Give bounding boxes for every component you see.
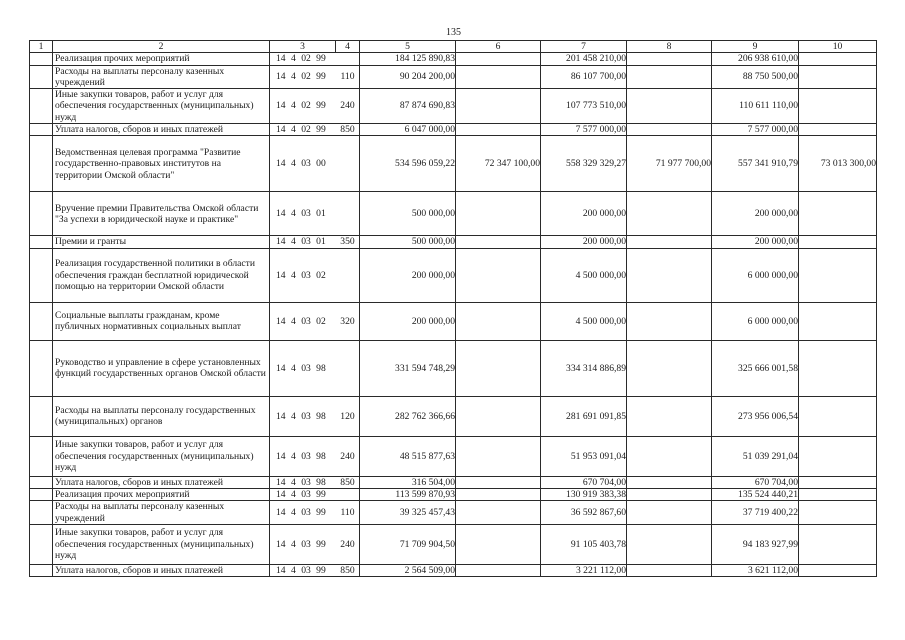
target-code-cell: 14 4 03 98: [270, 340, 336, 396]
budget-table-container: [29, 40, 877, 577]
amount-cell: [627, 476, 712, 488]
row-index-cell: [30, 248, 53, 302]
amount-cell: [799, 524, 877, 564]
header-cell: 10: [799, 41, 877, 53]
row-index-cell: [30, 302, 53, 340]
expense-type-cell: [336, 53, 360, 65]
amount-cell: [627, 436, 712, 476]
table-row: [30, 501, 877, 525]
item-name-cell: Реализация прочих мероприятий: [53, 53, 270, 65]
amount-cell: [627, 488, 712, 500]
amount-cell: [456, 564, 541, 576]
amount-cell: [456, 488, 541, 500]
amount-cell: [627, 524, 712, 564]
amount-cell: 135 524 440,21: [712, 488, 799, 500]
expense-type-cell: 320: [336, 302, 360, 340]
amount-cell: [456, 89, 541, 124]
amount-cell: [627, 53, 712, 65]
target-code-cell: 14 4 02 99: [270, 65, 336, 89]
target-code-cell: 14 4 03 98: [270, 476, 336, 488]
row-index-cell: [30, 192, 53, 236]
expense-type-cell: 240: [336, 89, 360, 124]
amount-cell: 534 596 059,22: [360, 136, 456, 192]
amount-cell: 7 577 000,00: [541, 124, 627, 136]
amount-cell: 273 956 006,54: [712, 396, 799, 436]
item-name-cell: Реализация прочих мероприятий: [53, 488, 270, 500]
target-code-cell: 14 4 03 01: [270, 236, 336, 248]
row-index-cell: [30, 236, 53, 248]
amount-cell: [627, 89, 712, 124]
amount-cell: [799, 396, 877, 436]
row-index-cell: [30, 564, 53, 576]
item-name-cell: Реализация государственной политики в области обеспечения граждан бесплатной юридической помощью на территории Омской области: [53, 248, 270, 302]
table-row: [30, 192, 877, 236]
amount-cell: [799, 488, 877, 500]
table-row: [30, 524, 877, 564]
amount-cell: 39 325 457,43: [360, 501, 456, 525]
amount-cell: [627, 302, 712, 340]
amount-cell: 48 515 877,63: [360, 436, 456, 476]
amount-cell: 316 504,00: [360, 476, 456, 488]
expense-type-cell: 850: [336, 124, 360, 136]
header-cell: 9: [712, 41, 799, 53]
amount-cell: 670 704,00: [712, 476, 799, 488]
item-name-cell: Расходы на выплаты персоналу казенных учреждений: [53, 65, 270, 89]
item-name-cell: Иные закупки товаров, работ и услуг для обеспечения государственных (муниципальных) нужд: [53, 89, 270, 124]
amount-cell: 558 329 329,27: [541, 136, 627, 192]
amount-cell: 3 221 112,00: [541, 564, 627, 576]
amount-cell: 94 183 927,99: [712, 524, 799, 564]
amount-cell: [627, 192, 712, 236]
amount-cell: 87 874 690,83: [360, 89, 456, 124]
amount-cell: [627, 564, 712, 576]
header-cell: 4: [336, 41, 360, 53]
amount-cell: 557 341 910,79: [712, 136, 799, 192]
amount-cell: 282 762 366,66: [360, 396, 456, 436]
amount-cell: 200 000,00: [360, 248, 456, 302]
amount-cell: [456, 302, 541, 340]
target-code-cell: 14 4 02 99: [270, 124, 336, 136]
amount-cell: 51 953 091,04: [541, 436, 627, 476]
amount-cell: 73 013 300,00: [799, 136, 877, 192]
expense-type-cell: [336, 136, 360, 192]
amount-cell: 200 000,00: [541, 236, 627, 248]
amount-cell: 206 938 610,00: [712, 53, 799, 65]
expense-type-cell: [336, 340, 360, 396]
amount-cell: 331 594 748,29: [360, 340, 456, 396]
row-index-cell: [30, 136, 53, 192]
table-row: [30, 136, 877, 192]
item-name-cell: Руководство и управление в сфере установленных функций государственных органов Омской области: [53, 340, 270, 396]
row-index-cell: [30, 476, 53, 488]
expense-type-cell: 120: [336, 396, 360, 436]
amount-cell: [456, 340, 541, 396]
target-code-cell: 14 4 03 01: [270, 192, 336, 236]
item-name-cell: Иные закупки товаров, работ и услуг для обеспечения государственных (муниципальных) нужд: [53, 524, 270, 564]
item-name-cell: Уплата налогов, сборов и иных платежей: [53, 476, 270, 488]
amount-cell: 71 977 700,00: [627, 136, 712, 192]
amount-cell: [627, 501, 712, 525]
header-cell: 5: [360, 41, 456, 53]
item-name-cell: Вручение премии Правительства Омской области "За успехи в юридической науке и практике": [53, 192, 270, 236]
amount-cell: [456, 501, 541, 525]
header-cell: 7: [541, 41, 627, 53]
table-row: [30, 396, 877, 436]
amount-cell: 90 204 200,00: [360, 65, 456, 89]
table-row: [30, 340, 877, 396]
amount-cell: [456, 476, 541, 488]
expense-type-cell: 240: [336, 436, 360, 476]
amount-cell: [456, 65, 541, 89]
row-index-cell: [30, 65, 53, 89]
amount-cell: 72 347 100,00: [456, 136, 541, 192]
page-number: 135: [446, 27, 461, 38]
row-index-cell: [30, 396, 53, 436]
amount-cell: 325 666 001,58: [712, 340, 799, 396]
table-row: [30, 488, 877, 500]
item-name-cell: Расходы на выплаты персоналу государственных (муниципальных) органов: [53, 396, 270, 436]
expense-type-cell: 110: [336, 501, 360, 525]
table-row: [30, 248, 877, 302]
target-code-cell: 14 4 03 99: [270, 524, 336, 564]
table-row: [30, 236, 877, 248]
amount-cell: 7 577 000,00: [712, 124, 799, 136]
target-code-cell: 14 4 03 02: [270, 302, 336, 340]
amount-cell: 107 773 510,00: [541, 89, 627, 124]
expense-type-cell: 240: [336, 524, 360, 564]
expense-type-cell: [336, 192, 360, 236]
amount-cell: 88 750 500,00: [712, 65, 799, 89]
amount-cell: 6 000 000,00: [712, 248, 799, 302]
amount-cell: [799, 53, 877, 65]
amount-cell: 36 592 867,60: [541, 501, 627, 525]
target-code-cell: 14 4 03 99: [270, 488, 336, 500]
amount-cell: 4 500 000,00: [541, 248, 627, 302]
header-cell: 1: [30, 41, 53, 53]
amount-cell: 200 000,00: [712, 192, 799, 236]
table-row: [30, 436, 877, 476]
expense-type-cell: [336, 248, 360, 302]
amount-cell: 51 039 291,04: [712, 436, 799, 476]
row-index-cell: [30, 340, 53, 396]
amount-cell: [627, 236, 712, 248]
amount-cell: [627, 65, 712, 89]
table-row: [30, 89, 877, 124]
amount-cell: 500 000,00: [360, 192, 456, 236]
target-code-cell: 14 4 03 98: [270, 436, 336, 476]
amount-cell: [799, 89, 877, 124]
amount-cell: [799, 236, 877, 248]
amount-cell: [627, 124, 712, 136]
amount-cell: [456, 53, 541, 65]
amount-cell: [627, 396, 712, 436]
table-row: [30, 302, 877, 340]
amount-cell: [627, 340, 712, 396]
row-index-cell: [30, 53, 53, 65]
item-name-cell: Социальные выплаты гражданам, кроме публичных нормативных социальных выплат: [53, 302, 270, 340]
amount-cell: [799, 436, 877, 476]
budget-table: [29, 40, 877, 577]
amount-cell: 200 000,00: [541, 192, 627, 236]
amount-cell: 91 105 403,78: [541, 524, 627, 564]
amount-cell: [799, 192, 877, 236]
amount-cell: [799, 248, 877, 302]
expense-type-cell: 850: [336, 476, 360, 488]
amount-cell: [456, 524, 541, 564]
amount-cell: 281 691 091,85: [541, 396, 627, 436]
amount-cell: [799, 501, 877, 525]
target-code-cell: 14 4 03 98: [270, 396, 336, 436]
table-row: [30, 65, 877, 89]
amount-cell: 6 047 000,00: [360, 124, 456, 136]
item-name-cell: Уплата налогов, сборов и иных платежей: [53, 564, 270, 576]
row-index-cell: [30, 124, 53, 136]
amount-cell: [456, 192, 541, 236]
amount-cell: [627, 248, 712, 302]
target-code-cell: 14 4 03 99: [270, 564, 336, 576]
target-code-cell: 14 4 03 00: [270, 136, 336, 192]
header-cell: 8: [627, 41, 712, 53]
item-name-cell: Премии и гранты: [53, 236, 270, 248]
amount-cell: [456, 396, 541, 436]
amount-cell: [799, 65, 877, 89]
target-code-cell: 14 4 03 02: [270, 248, 336, 302]
amount-cell: [456, 236, 541, 248]
amount-cell: 500 000,00: [360, 236, 456, 248]
amount-cell: 200 000,00: [360, 302, 456, 340]
amount-cell: 3 621 112,00: [712, 564, 799, 576]
amount-cell: [456, 124, 541, 136]
amount-cell: 4 500 000,00: [541, 302, 627, 340]
item-name-cell: Иные закупки товаров, работ и услуг для обеспечения государственных (муниципальных) нужд: [53, 436, 270, 476]
expense-type-cell: [336, 488, 360, 500]
amount-cell: 110 611 110,00: [712, 89, 799, 124]
amount-cell: 130 919 383,38: [541, 488, 627, 500]
target-code-cell: 14 4 02 99: [270, 89, 336, 124]
target-code-cell: 14 4 02 99: [270, 53, 336, 65]
row-index-cell: [30, 436, 53, 476]
amount-cell: 201 458 210,00: [541, 53, 627, 65]
amount-cell: [799, 564, 877, 576]
table-body: [30, 41, 877, 577]
expense-type-cell: 350: [336, 236, 360, 248]
column-number-header: [30, 41, 877, 53]
header-cell: 6: [456, 41, 541, 53]
header-cell: 2: [53, 41, 270, 53]
amount-cell: 6 000 000,00: [712, 302, 799, 340]
amount-cell: [799, 340, 877, 396]
row-index-cell: [30, 89, 53, 124]
amount-cell: 113 599 870,93: [360, 488, 456, 500]
table-row: [30, 53, 877, 65]
row-index-cell: [30, 501, 53, 525]
target-code-cell: 14 4 03 99: [270, 501, 336, 525]
row-index-cell: [30, 488, 53, 500]
table-row: [30, 564, 877, 576]
item-name-cell: Расходы на выплаты персоналу казенных учреждений: [53, 501, 270, 525]
amount-cell: 2 564 509,00: [360, 564, 456, 576]
amount-cell: 86 107 700,00: [541, 65, 627, 89]
amount-cell: 71 709 904,50: [360, 524, 456, 564]
amount-cell: [799, 476, 877, 488]
table-row: [30, 124, 877, 136]
table-row: [30, 476, 877, 488]
row-index-cell: [30, 524, 53, 564]
amount-cell: [799, 302, 877, 340]
amount-cell: [456, 436, 541, 476]
header-cell: 3: [270, 41, 336, 53]
expense-type-cell: 110: [336, 65, 360, 89]
amount-cell: 670 704,00: [541, 476, 627, 488]
amount-cell: 37 719 400,22: [712, 501, 799, 525]
amount-cell: 200 000,00: [712, 236, 799, 248]
expense-type-cell: 850: [336, 564, 360, 576]
amount-cell: 334 314 886,89: [541, 340, 627, 396]
item-name-cell: Ведомственная целевая программа "Развитие государственно-правовых институтов на территории Омской области": [53, 136, 270, 192]
amount-cell: [456, 248, 541, 302]
amount-cell: [799, 124, 877, 136]
item-name-cell: Уплата налогов, сборов и иных платежей: [53, 124, 270, 136]
amount-cell: 184 125 890,83: [360, 53, 456, 65]
